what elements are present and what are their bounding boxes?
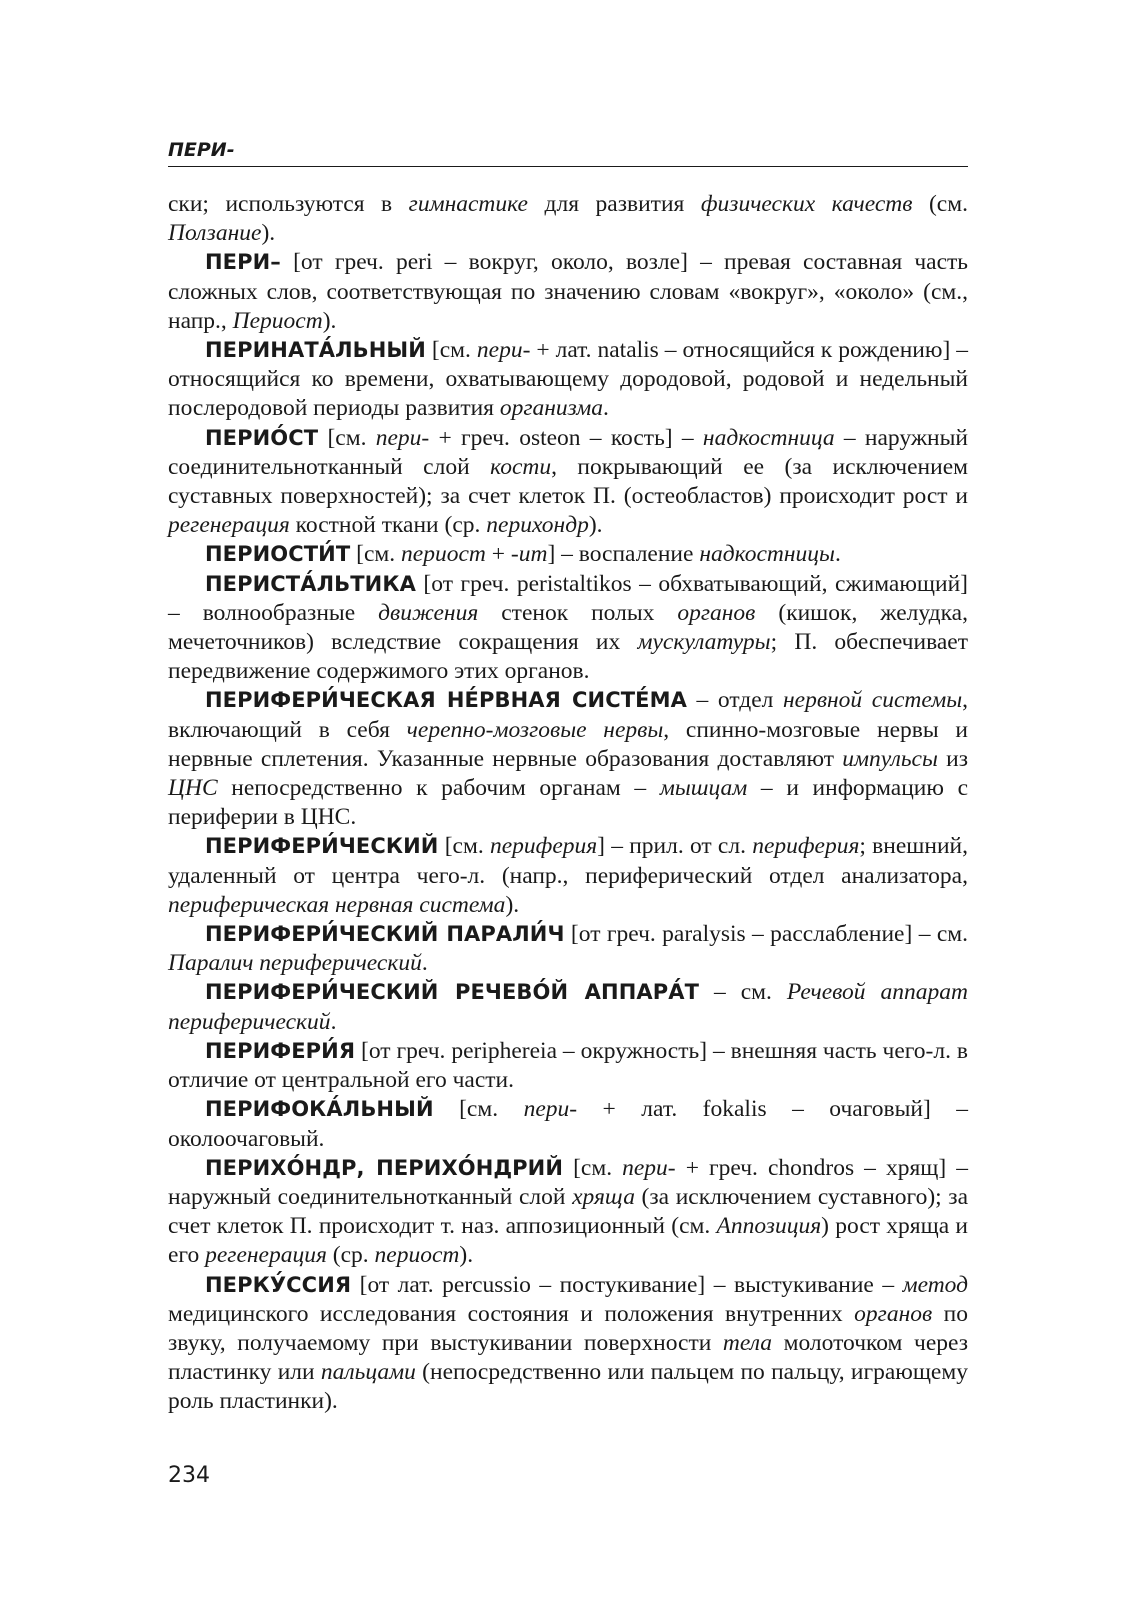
italic-term: регенерация [168,512,290,539]
dictionary-entry [168,832,968,920]
entry-text: . [603,395,609,422]
entry-text: из [937,745,969,772]
italic-term: органов [854,1300,933,1327]
entry-text: ). [505,891,520,918]
entry-text: – см. [699,979,787,1006]
entry-text: (кишок, желудка, мечеточников) вследствие сокращения их [168,599,968,656]
entry-text: [от лат. percussio – постукивание] – выстукивание – [351,1271,903,1298]
entry-text: [от греч. periphereia – окружность] – внешняя часть чего-л. в отличие от центральной его части. [168,1037,968,1094]
dictionary-entry [168,190,968,248]
italic-term: надкостницы [699,541,835,568]
italic-term: Аппозиция [716,1213,822,1240]
dictionary-entry [168,570,968,687]
entry-text: (за исключением суставного); за счет клеток П. происходит т. наз. аппозиционный (см. [168,1183,968,1240]
dictionary-page [168,0,968,1601]
entry-headword: ПЕРИНАТА́ЛЬНЫЙ [205,338,426,363]
italic-term: пери- [375,424,430,451]
entry-text: [от греч. peri – вокруг, около, возле] – превая составная часть сложных слов, соответствующая по значению словам «вокруг», «около» (см., напр., [168,249,968,334]
entry-text: , покрывающий ее (за исключением суставных поверхностей); за счет клеток П. (остеобластов) происходит рост и [168,453,969,510]
entry-headword: ПЕРИХО́НДР, ПЕРИХО́НДРИЙ [205,1155,564,1180]
entry-text: [от греч. paralysis – расслабление] – см. [564,921,968,948]
entry-headword: ПЕРИФЕРИ́ЧЕСКИЙ РЕЧЕВО́Й АППАРА́Т [205,980,700,1005]
italic-term: Паралич периферический [168,950,422,977]
italic-term: периферия [752,833,860,860]
entry-text: , спинно-мозговые нервы и нервные сплетения. Указанные нервные образования доставляют [168,716,968,772]
entry-text: медицинского исследования состояния и положения внутренних [168,1300,855,1327]
entry-headword: ПЕРИФЕРИ́Я [205,1038,356,1063]
italic-term: регенерация [205,1242,327,1269]
dictionary-entry [168,1271,968,1417]
dictionary-entry [168,1095,968,1153]
entry-text: ; внешний, удаленный от центра чего-л. (напр., периферический отдел анализатора, [168,833,968,889]
dictionary-entry [168,248,968,336]
entry-headword: ПЕРИФЕРИ́ЧЕСКИЙ ПАРАЛИ́Ч [205,922,565,947]
entry-text: стенок полых [478,599,678,626]
italic-term: пери- [476,337,531,364]
italic-term: движения [378,599,479,626]
dictionary-entry [168,424,968,541]
italic-term: периферия [489,833,598,860]
entry-text: ). [322,307,337,334]
entry-text: для развития [528,191,701,217]
entry-text: + лат. fokalis – очаговый] – околоочаговый. [168,1096,968,1152]
italic-term: нервной системы [782,687,963,714]
running-head: ПЕРИ- [168,136,968,167]
italic-term: физических качеств [700,191,913,217]
dictionary-entry [168,336,968,424]
entry-text: ски; используются в [168,191,409,217]
entry-headword: ПЕРИОСТИ́Т [205,542,351,567]
entry-text: ] – воспаление [547,541,700,568]
italic-term: тела [722,1329,773,1356]
entry-headword: ПЕРИ– [205,250,281,275]
italic-term: гимнастике [408,191,528,217]
italic-term: черепно-мозговые нервы [406,716,664,743]
entry-text: + греч. osteon – кость] – [429,424,703,451]
entry-text: ). [459,1242,474,1269]
entry-text: . [834,541,841,568]
entry-text: (ср. [326,1242,375,1269]
entry-text: [см. [318,424,376,451]
italic-term: ЦНС [168,775,218,802]
entry-text: . [330,1008,337,1035]
entry-text: [см. [438,833,490,860]
italic-term: периферическая нервная система [168,891,506,918]
entry-text: непосредственно к рабочим органам – [217,775,660,802]
italic-term: перихондр [486,512,589,539]
entry-headword: ПЕРИСТА́ЛЬТИКА [205,571,416,596]
italic-term: организма [499,395,604,422]
italic-term: периост [401,541,486,568]
entry-headword: ПЕРКУ́ССИЯ [205,1272,352,1297]
entry-text: + [485,541,511,568]
entry-text: по звуку, получаемому при выстукивании поверхности [168,1300,968,1356]
dictionary-entry [168,1037,968,1095]
entry-text: [см. [563,1154,623,1181]
entry-text: + лат. natalis – относящийся к рождению] – относящийся ко времени, охватывающему дородовой, родовой и недельный послеродовой периоды развития [168,337,968,422]
entry-text: [см. [350,541,402,568]
entry-text: – наружный соединительнотканный слой [168,424,968,480]
entry-headword: ПЕРИФОКА́ЛЬНЫЙ [205,1097,434,1122]
italic-term: -ит [510,541,548,568]
italic-term: пери- [523,1096,578,1123]
dictionary-body [168,190,968,1417]
entry-headword: ПЕРИО́СТ [205,425,319,450]
italic-term: периост [374,1242,460,1269]
entry-text: – отдел [686,687,783,714]
italic-term: кости [490,453,552,480]
entry-text: (см. [912,191,968,217]
italic-term: метод [902,1271,968,1298]
entry-text: + греч. chondros – хрящ] – наружный соединительнотканный слой [168,1154,968,1210]
entry-text: ). [261,220,276,247]
page-number: 234 [168,1463,210,1488]
entry-text: , включающий в себя [168,687,968,743]
italic-term: мускулатуры [637,629,771,656]
italic-term: хряща [572,1183,635,1210]
italic-term: импульсы [842,745,938,772]
entry-text: ; П. обеспечивает передвижение содержимого этих органов. [168,629,968,685]
italic-term: органов [677,599,756,626]
entry-text: ). [588,512,603,539]
entry-text: молоточком через пластинку или [168,1329,969,1386]
dictionary-entry [168,686,968,832]
entry-text: ] – прил. от сл. [597,833,753,860]
dictionary-entry [168,920,968,978]
entry-text: ) рост хряща и его [168,1213,968,1269]
italic-term: надкостница [702,424,835,451]
entry-headword: ПЕРИФЕРИ́ЧЕСКАЯ НЕ́РВНАЯ СИСТЕ́МА [205,688,687,713]
entry-text: костной ткани (ср. [289,512,487,539]
dictionary-entry [168,978,968,1036]
entry-text: [см. [433,1096,524,1123]
italic-term: пери- [622,1154,676,1181]
entry-text: (непосредственно или пальцем по пальцу, играющему роль пластинки). [168,1359,968,1415]
entry-text: [от греч. peristaltikos – обхватывающий, сжимающий] – волнообразные [168,570,968,626]
italic-term: пальцами [320,1359,416,1386]
entry-text: [см. [425,337,477,364]
dictionary-entry [168,540,968,569]
entry-text: – и информацию с периферии в ЦНС. [168,775,968,831]
italic-term: Периост [232,307,323,334]
dictionary-entry [168,1154,968,1271]
entry-text: . [421,950,428,977]
italic-term: мышцам [659,775,748,802]
entry-headword: ПЕРИФЕРИ́ЧЕСКИЙ [205,834,439,859]
italic-term: Речевой аппарат периферический [168,979,968,1035]
italic-term: Ползание [168,220,262,247]
